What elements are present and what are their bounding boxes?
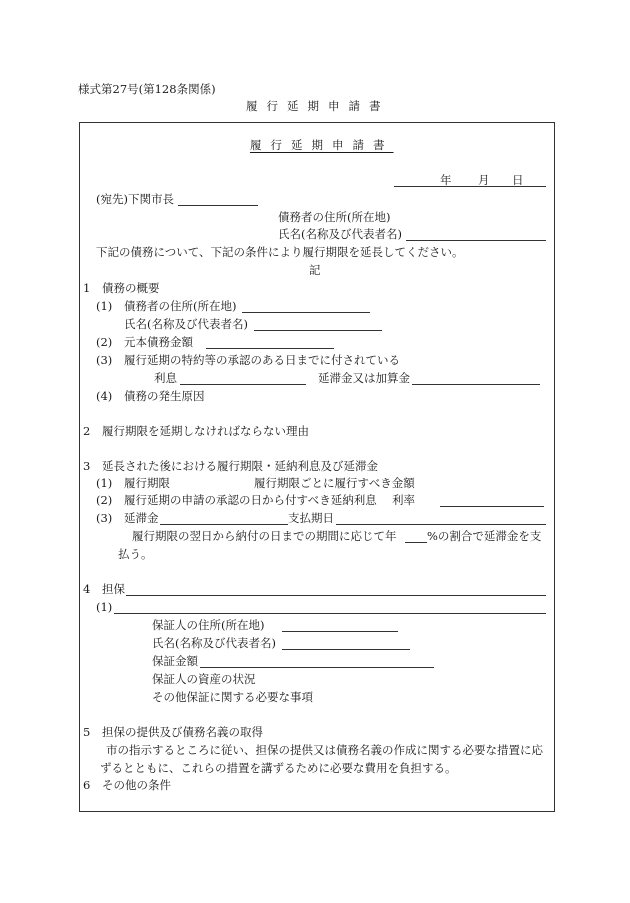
s4-g-assets: 保証人の資産の状況 (152, 672, 256, 686)
s5-text-b: ずるとともに、これらの措置を講ずるために必要な費用を負担する。 (100, 761, 457, 775)
s3-number: 3 (83, 459, 91, 473)
s1-i1-address-line (242, 312, 370, 313)
outer-title: 履行延期申請書 (246, 99, 390, 113)
s3-note-c: 払う。 (118, 547, 153, 561)
s1-title: 債務の概要 (102, 281, 160, 295)
s4-g-name: 氏名(名称及び代表者名) (152, 636, 276, 650)
s4-title: 担保 (102, 582, 125, 596)
s4-g-amount: 保証金額 (152, 654, 198, 668)
s1-i2-label: 元本債務金額 (124, 335, 193, 349)
s5-number: 5 (83, 725, 91, 739)
s3-i2-number: (2) (96, 493, 113, 507)
applicant-name-label: 氏名(名称及び代表者名) (278, 227, 402, 241)
applicant-address-label: 債務者の住所(所在地) (278, 210, 391, 224)
s1-i3-interest: 利息 (154, 371, 177, 385)
s3-i2-rate: 利率 (392, 493, 415, 507)
s4-g-amount-line (200, 667, 434, 668)
s3-title: 延長された後における履行期限・延納利息及び延滞金 (102, 459, 378, 473)
ki-label: 記 (309, 263, 321, 277)
s4-number: 4 (83, 582, 91, 596)
s3-i3-late-line (160, 524, 288, 525)
s3-i3-number: (3) (96, 511, 113, 525)
s3-i1-label2: 履行期限ごとに履行すべき金額 (254, 476, 415, 490)
s2-number: 2 (83, 424, 91, 438)
s1-i3-late: 延滞金又は加算金 (318, 371, 410, 385)
s2-title: 履行期限を延期しなければならない理由 (102, 424, 309, 438)
s3-note-rate-line (405, 542, 427, 543)
s1-i4-label: 債務の発生原因 (124, 389, 205, 403)
s4-g-name-line (282, 649, 410, 650)
s3-i2-label: 履行延期の申請の承認の日から付すべき延納利息 (124, 493, 377, 507)
s3-i2-rate-line (440, 506, 544, 507)
s1-i2-line (206, 348, 334, 349)
s1-i3-interest-line (180, 384, 306, 385)
s1-i1-number: (1) (96, 299, 113, 313)
s6-number: 6 (83, 778, 91, 792)
s4-i1-line (114, 613, 546, 614)
s4-i1-number: (1) (96, 600, 113, 614)
s3-note-b: %の割合で延滞金を支 (427, 529, 542, 543)
applicant-name-line (406, 240, 546, 241)
date-year: 年 (440, 173, 452, 187)
inner-title: 履行延期申請書 (250, 138, 394, 152)
s3-i3-pay-line (336, 524, 546, 525)
s4-g-other: その他保証に関する必要な事項 (152, 690, 313, 704)
s1-i3-number: (3) (96, 353, 113, 367)
form-number: 様式第27号(第128条関係) (78, 82, 216, 96)
s4-g-address: 保証人の住所(所在地) (152, 618, 265, 632)
s1-number: 1 (83, 281, 91, 295)
date-day: 日 (512, 173, 524, 187)
date-month: 月 (478, 173, 490, 187)
s3-i1-number: (1) (96, 476, 113, 490)
s1-i1-name-line (254, 330, 382, 331)
s1-i3-late-line (412, 384, 540, 385)
s4-title-line (126, 595, 546, 596)
s1-i2-number: (2) (96, 335, 113, 349)
s3-note-a: 履行期限の翌日から納付の日までの期間に応じて年 (132, 529, 397, 543)
s3-i1-label: 履行期限 (124, 476, 170, 490)
s3-i3-label: 延滞金 (124, 511, 159, 525)
addressee: (宛先)下関市長 (96, 192, 174, 206)
s1-i1-name: 氏名(名称及び代表者名) (124, 317, 248, 331)
s3-i3-pay: 支払期日 (288, 511, 334, 525)
s5-title: 担保の提供及び債務名義の取得 (102, 725, 263, 739)
s5-text-a: 市の指示するところに従い、担保の提供又は債務名義の作成に関する必要な措置に応 (106, 743, 543, 757)
s1-i4-number: (4) (96, 389, 113, 403)
addressee-line (178, 205, 258, 206)
intro-text: 下記の債務について、下記の条件により履行期限を延長してください。 (96, 245, 464, 259)
s6-title: その他の条件 (102, 778, 171, 792)
s1-i3-label: 履行延期の特約等の承認のある日までに付されている (124, 353, 400, 367)
s4-g-address-line (282, 631, 398, 632)
s1-i1-address: 債務者の住所(所在地) (124, 299, 237, 313)
